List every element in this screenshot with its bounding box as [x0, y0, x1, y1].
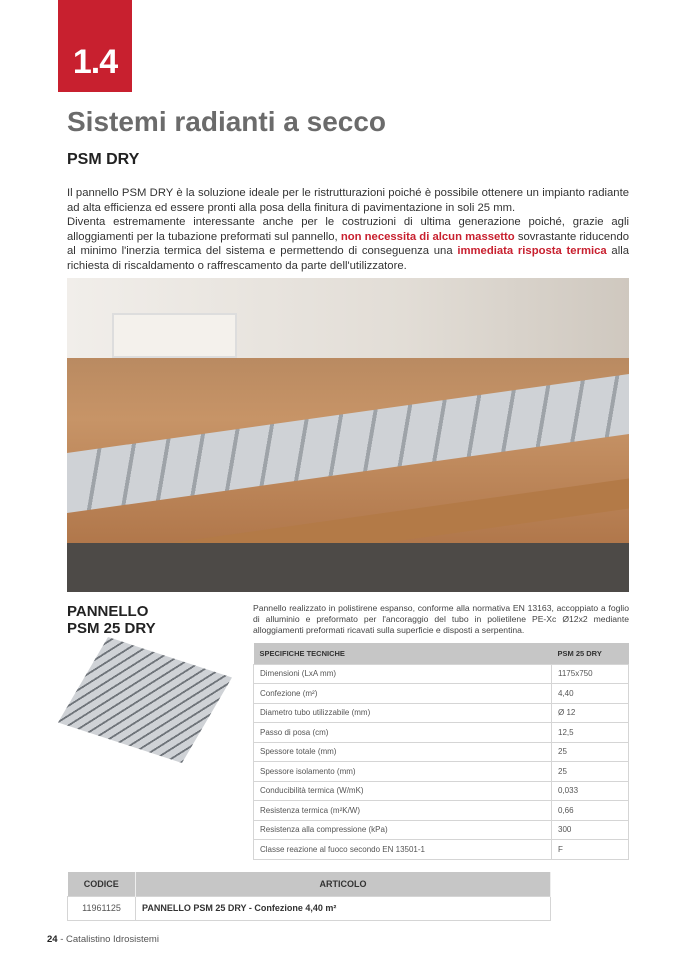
page-number: 24 — [47, 934, 58, 945]
table-row — [254, 801, 629, 821]
article-cell: PANNELLO PSM 25 DRY - Confezione 4,40 m² — [136, 896, 551, 920]
spec-label: Conducibilità termica (W/mK) — [254, 781, 552, 801]
table-row — [254, 723, 629, 743]
highlight-no-screed: non necessita di alcun massetto — [340, 230, 515, 243]
panel-image — [50, 634, 240, 765]
intro-p1: Il pannello PSM DRY è la soluzione ideale per le ristrutturazioni poiché è possibile ottenere un impianto radiante ad alta efficienza ed essere pronti alla posa della finitura di pavimentazione in soli 25 mm. — [67, 187, 629, 214]
intro-text — [67, 186, 629, 274]
spec-label: Resistenza termica (m²K/W) — [254, 801, 552, 821]
spec-header-value: PSM 25 DRY — [552, 643, 629, 664]
table-row — [254, 742, 629, 762]
product-title — [67, 603, 156, 637]
table-row — [254, 703, 629, 723]
footer-sep: - — [57, 934, 67, 945]
product-title-line1: PANNELLO — [67, 603, 149, 620]
code-header-codice: CODICE — [68, 872, 136, 896]
spec-table — [253, 643, 629, 860]
footer — [47, 934, 159, 945]
product-description: Pannello realizzato in polistirene espanso, conforme alla normativa EN 13163, accoppiato a foglio di alluminio e preformato per l'ancoraggio del tubo in polietilene PE-Xc Ø12x2 mediante alloggiamenti preformati ricavati sulla superficie e disposti a serpentina. — [253, 603, 629, 635]
spec-header-name: SPECIFICHE TECNICHE — [254, 643, 552, 664]
page-title: Sistemi radianti a secco — [67, 106, 387, 137]
spec-value: 300 — [552, 820, 629, 840]
spec-value: 0,66 — [552, 801, 629, 821]
spec-label: Spessore isolamento (mm) — [254, 762, 552, 782]
spec-label: Spessore totale (mm) — [254, 742, 552, 762]
table-row — [254, 781, 629, 801]
spec-value: 4,40 — [552, 684, 629, 704]
spec-value: 12,5 — [552, 723, 629, 743]
photo-shelf — [112, 313, 237, 358]
spec-value: 1175x750 — [552, 664, 629, 684]
spec-label: Passo di posa (cm) — [254, 723, 552, 743]
highlight-thermal-response: immediata risposta termica — [457, 245, 607, 258]
table-row — [254, 684, 629, 704]
spec-value: 0,033 — [552, 781, 629, 801]
chapter-badge: 1.4 — [58, 0, 132, 92]
table-row — [254, 820, 629, 840]
photo-stone — [67, 543, 629, 592]
code-table — [67, 872, 551, 921]
code-cell: 11961125 — [68, 896, 136, 920]
table-row — [254, 840, 629, 860]
spec-value: Ø 12 — [552, 703, 629, 723]
footer-text: Catalistino Idrosistemi — [66, 934, 159, 945]
table-row — [254, 762, 629, 782]
section-subtitle: PSM DRY — [67, 151, 140, 168]
code-header-articolo: ARTICOLO — [136, 872, 551, 896]
spec-label: Diametro tubo utilizzabile (mm) — [254, 703, 552, 723]
spec-value: 25 — [552, 762, 629, 782]
table-row — [254, 664, 629, 684]
spec-value: F — [552, 840, 629, 860]
spec-label: Confezione (m²) — [254, 684, 552, 704]
intro-p2a: Diventa estremamente interessante anche per le costruzioni di ultima generazione poiché, grazie agli alloggiamenti per la tubazione preformati sul pannello, — [67, 216, 629, 243]
spec-label: Resistenza alla compressione (kPa) — [254, 820, 552, 840]
product-title-line2: PSM 25 DRY — [67, 620, 156, 637]
spec-label: Dimensioni (LxA mm) — [254, 664, 552, 684]
spec-label: Classe reazione al fuoco secondo EN 13501-1 — [254, 840, 552, 860]
intro-p2e: alla richiesta di riscaldamento o raffrescamento da parte dell'utilizzatore. — [67, 245, 630, 272]
intro-p2c: sovrastante riducendo al minimo l'inerzia termica del sistema e permettendo di conseguenza una — [67, 230, 630, 258]
floor-installation-photo — [67, 278, 629, 592]
table-row — [68, 896, 551, 920]
spec-value: 25 — [552, 742, 629, 762]
